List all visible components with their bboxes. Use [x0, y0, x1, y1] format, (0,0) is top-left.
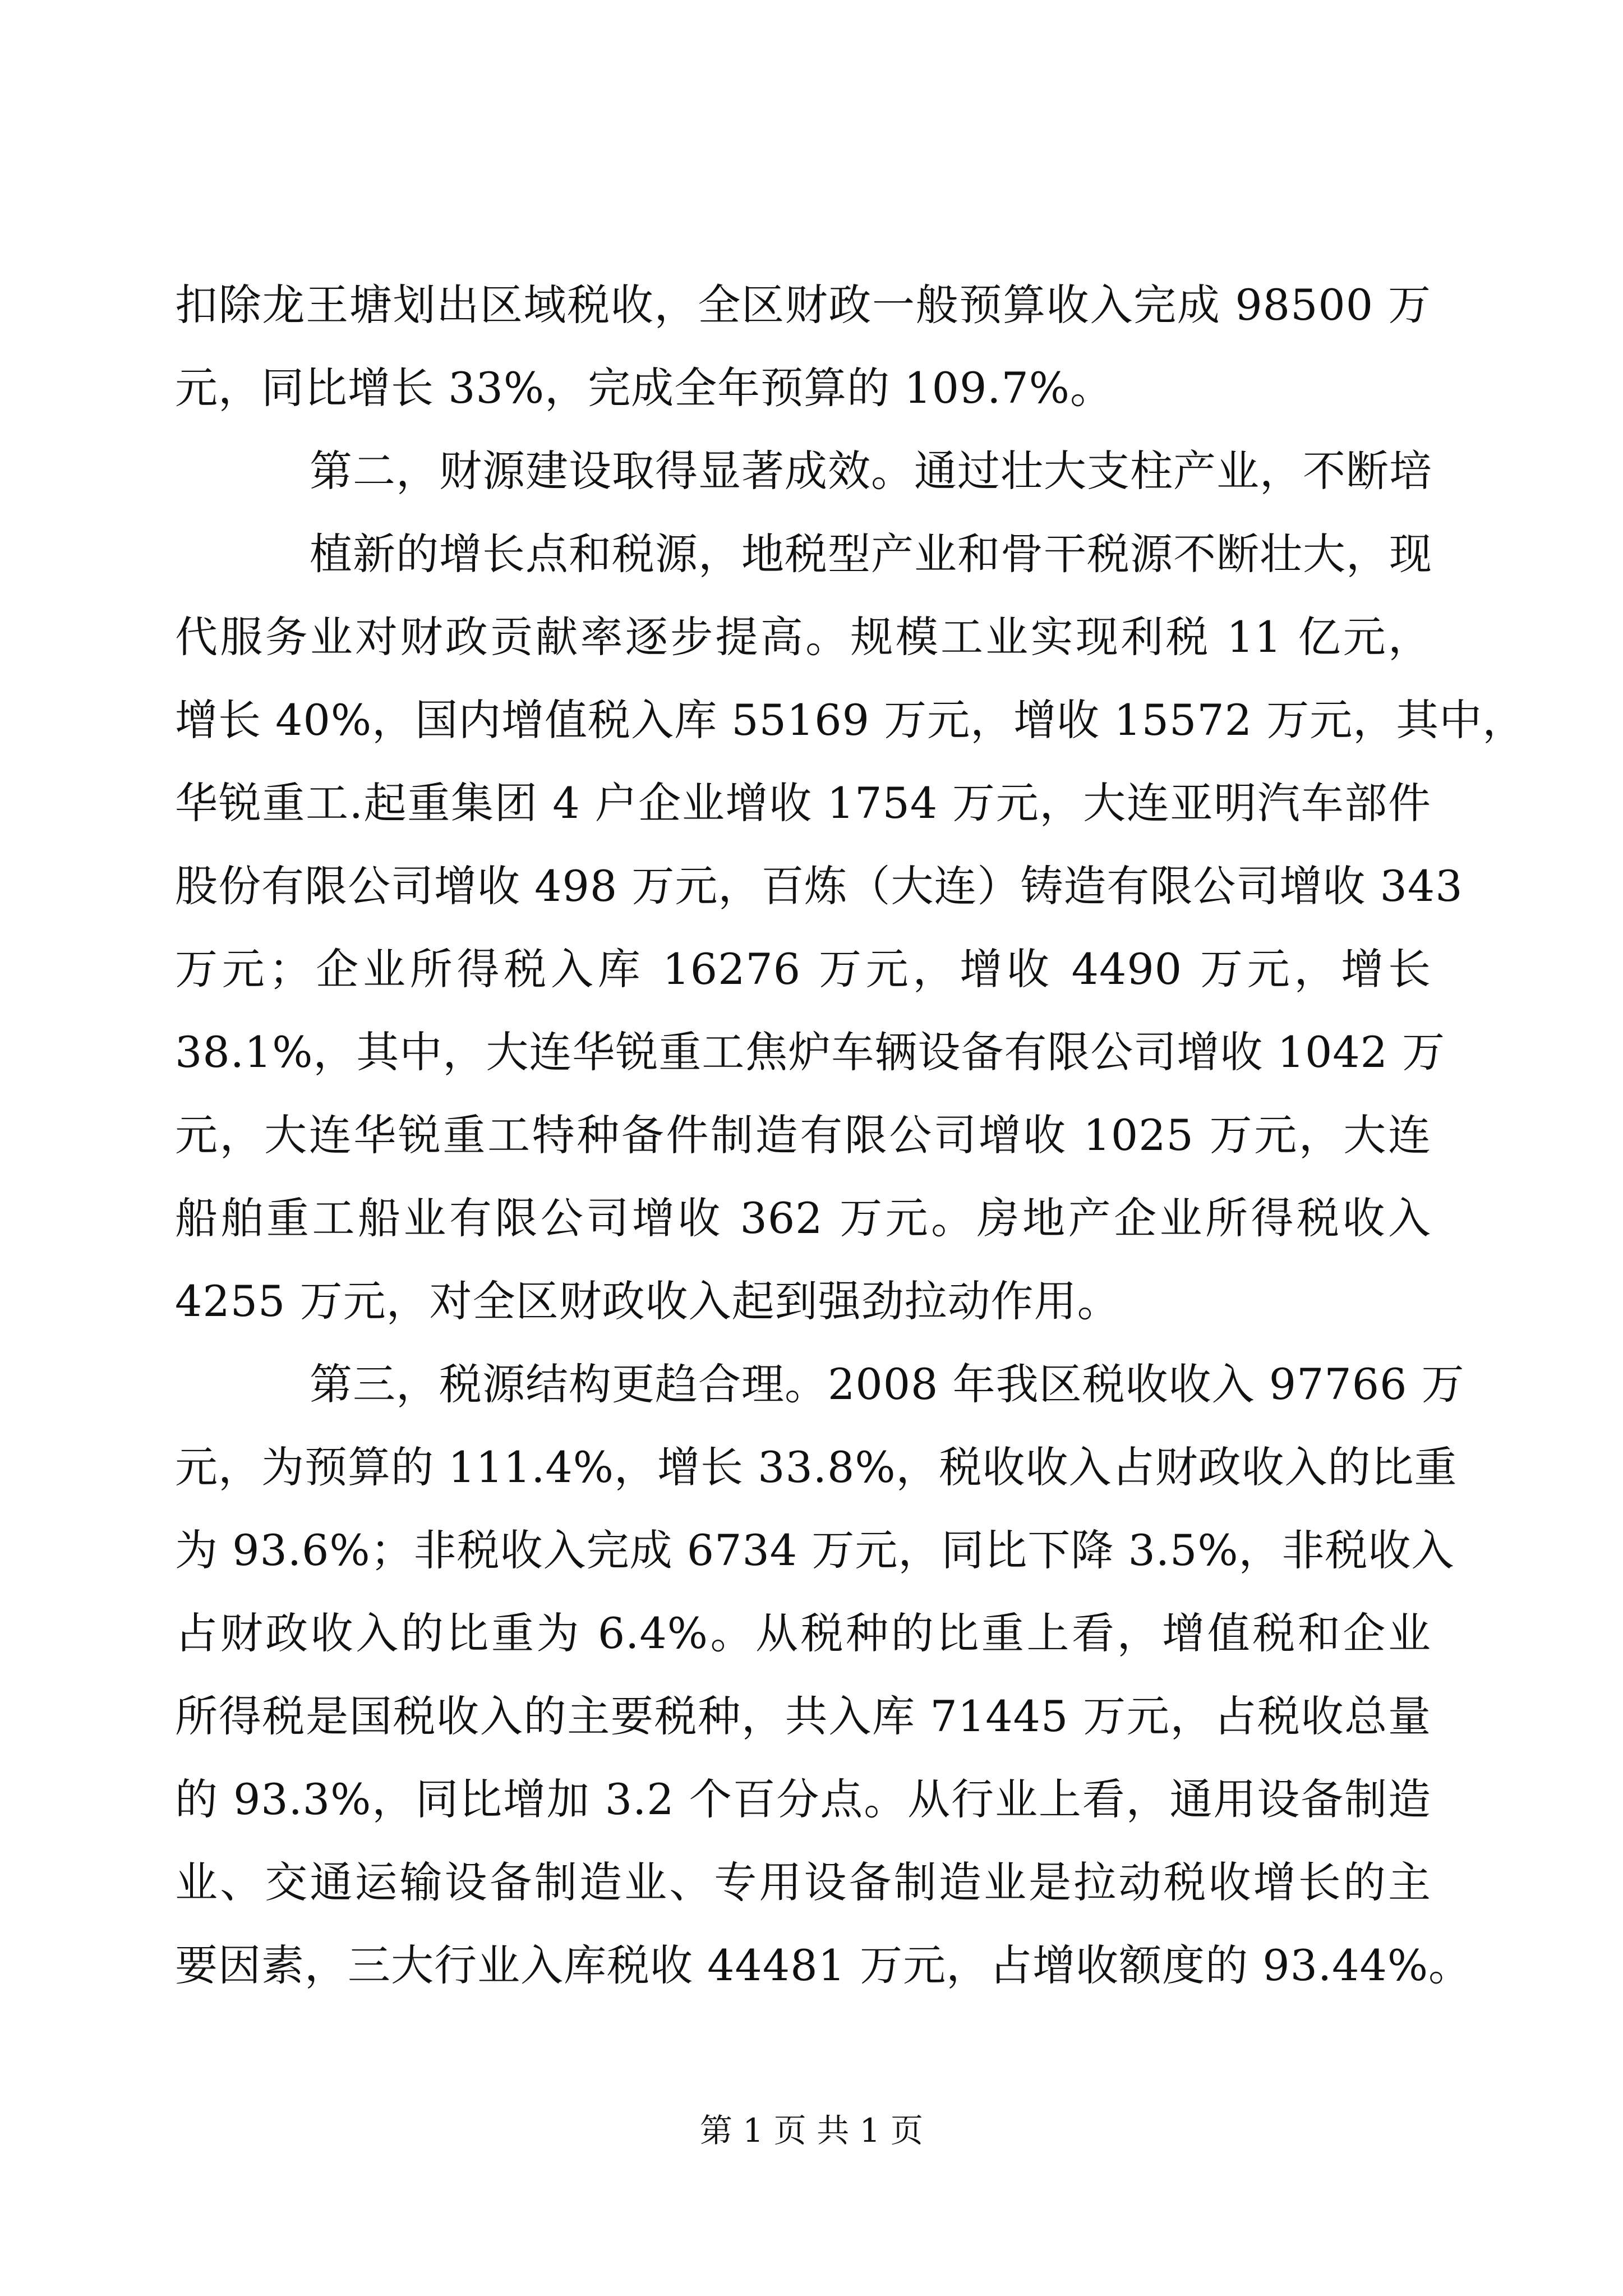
- text-line: 元，大连华锐重工特种备件制造有限公司增收 1025 万元，大连: [175, 1110, 1431, 1160]
- text-line: 业、交通运输设备制造业、专用设备制造业是拉动税收增长的主: [175, 1857, 1431, 1907]
- text-line: 扣除龙王塘划出区域税收，全区财政一般预算收入完成 98500 万: [175, 280, 1431, 330]
- text-line: 万元；企业所得税入库 16276 万元，增收 4490 万元，增长: [175, 944, 1431, 994]
- text-line: 所得税是国税收入的主要税种，共入库 71445 万元，占税收总量: [175, 1691, 1431, 1741]
- text-line: 元，为预算的 111.4%，增长 33.8%，税收收入占财政收入的比重: [175, 1442, 1458, 1492]
- text-line: 4255 万元，对全区财政收入起到强劲拉动作用。: [175, 1276, 1121, 1326]
- text-line: 第三，税源结构更趋合理。2008 年我区税收收入 97766 万: [310, 1359, 1465, 1409]
- text-line: 的 93.3%，同比增加 3.2 个百分点。从行业上看，通用设备制造: [175, 1774, 1431, 1824]
- text-line: 增长 40%，国内增值税入库 55169 万元，增收 15572 万元，其中，: [175, 695, 1526, 745]
- text-line: 要因素，三大行业入库税收 44481 万元，占增收额度的 93.44%。: [175, 1940, 1472, 1990]
- text-line: 元，同比增长 33%，完成全年预算的 109.7%。: [175, 363, 1114, 413]
- text-line: 华锐重工.起重集团 4 户企业增收 1754 万元，大连亚明汽车部件: [175, 778, 1431, 828]
- text-line: 占财政收入的比重为 6.4%。从税种的比重上看，增值税和企业: [175, 1608, 1431, 1658]
- text-line: 植新的增长点和税源，地税型产业和骨干税源不断壮大，现: [310, 529, 1432, 579]
- page-footer: 第 1 页 共 1 页: [700, 2111, 923, 2150]
- text-line: 代服务业对财政贡献率逐步提高。规模工业实现利税 11 亿元，: [175, 612, 1431, 662]
- text-line: 38.1%，其中，大连华锐重工焦炉车辆设备有限公司增收 1042 万: [175, 1027, 1446, 1077]
- text-line: 船舶重工船业有限公司增收 362 万元。房地产企业所得税收入: [175, 1193, 1431, 1243]
- text-line: 第二，财源建设取得显著成效。通过壮大支柱产业，不断培: [310, 446, 1432, 496]
- document-body: [175, 264, 1526, 2007]
- text-line: 为 93.6%；非税收入完成 6734 万元，同比下降 3.5%，非税收入: [175, 1525, 1455, 1575]
- text-line: 股份有限公司增收 498 万元，百炼（大连）铸造有限公司增收 343: [175, 861, 1463, 911]
